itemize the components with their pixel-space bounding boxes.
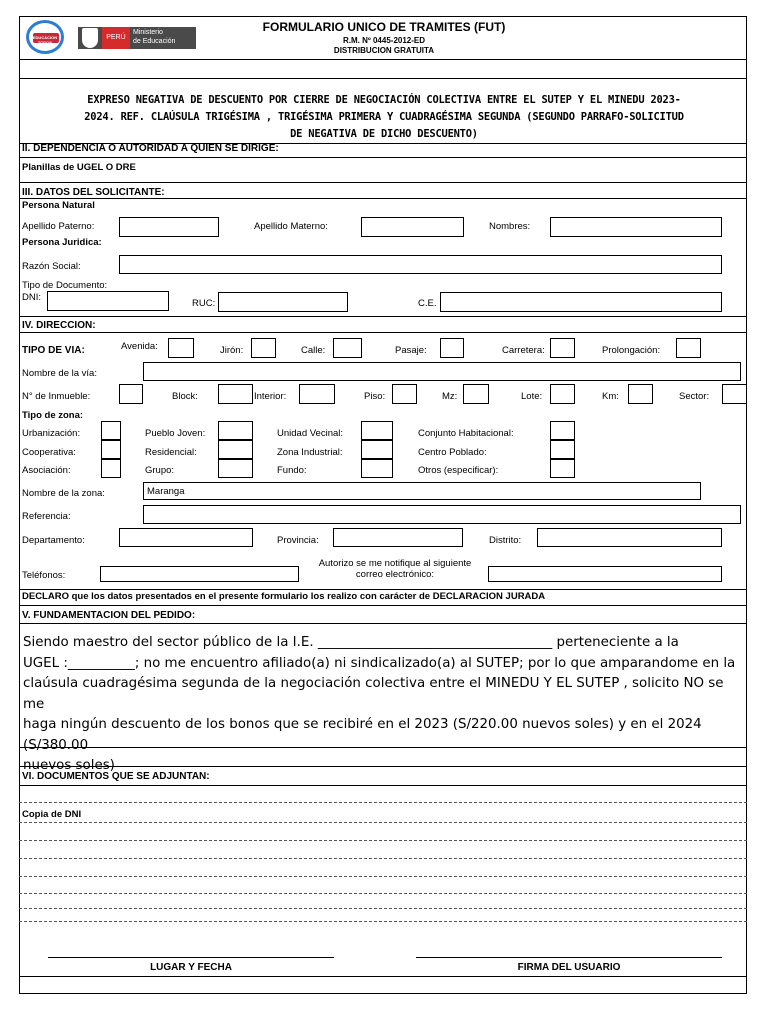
street-checkbox[interactable] xyxy=(333,338,362,358)
interior-label: Interior: xyxy=(254,391,287,402)
neighborhood-unit-label: Unidad Vecinal: xyxy=(277,428,344,439)
mz-input[interactable] xyxy=(463,384,489,404)
block-input[interactable] xyxy=(218,384,253,404)
zone-type-label: Tipo de zona: xyxy=(22,410,84,421)
attachment-line xyxy=(19,822,747,823)
form-resolution: R.M. Nº 0445-2012-ED xyxy=(342,36,426,45)
association-checkbox[interactable] xyxy=(101,459,121,478)
cooperative-label: Cooperativa: xyxy=(22,447,76,458)
province-input[interactable] xyxy=(333,528,463,547)
group-label: Grupo: xyxy=(145,465,175,476)
property-number-input[interactable] xyxy=(119,384,143,404)
young-town-label: Pueblo Joven: xyxy=(145,428,206,439)
names-label: Nombres: xyxy=(489,221,531,232)
email-authorization-label: Autorizo se me notifique al siguiente correo electrónico: xyxy=(318,558,472,580)
department-label: Departamento: xyxy=(22,535,85,546)
reference-input[interactable] xyxy=(143,505,741,524)
education-logo-caption: EDUCACION TODOS xyxy=(32,35,58,45)
jiron-label: Jirón: xyxy=(220,345,244,356)
email-input[interactable] xyxy=(488,566,722,582)
housing-complex-checkbox[interactable] xyxy=(550,421,575,440)
young-town-checkbox[interactable] xyxy=(218,421,253,440)
zone-name-value: Maranga xyxy=(147,486,185,497)
section-5-title: V. FUNDAMENTACION DEL PEDIDO: xyxy=(22,610,196,621)
road-type-label: TIPO DE VIA: xyxy=(22,345,85,356)
town-center-label: Centro Poblado: xyxy=(418,447,487,458)
signature-line xyxy=(416,957,722,958)
divider xyxy=(19,59,747,60)
authority-value: Planillas de UGEL O DRE xyxy=(22,162,136,173)
dni-label: DNI: xyxy=(22,292,41,303)
sector-input[interactable] xyxy=(722,384,747,404)
divider xyxy=(19,78,747,79)
section-4-title: IV. DIRECCION: xyxy=(22,320,96,331)
form-title: FORMULARIO UNICO DE TRAMITES (FUT) xyxy=(262,20,506,34)
ce-label: C.E. xyxy=(418,298,437,309)
request-justification: Siendo maestro del sector público de la I.E. ___________________________________ perteneciente a la UGEL :__________; no me encuentro afiliado(a) ni sindicalizado(a) al SUTEP; por lo que amparandome en la claúsula cuadragésima segunda de la negociación colectiva entre el MINEDU Y EL SUTEP , solicito NO se me haga ningún descuento de los bonos que se recibiré en el 2023 (S/220.00 nuevos soles) y en el 2024 (S/380.00 nuevos soles) xyxy=(23,635,736,773)
legal-person-label: Persona Juridica: xyxy=(22,237,102,248)
place-date-line xyxy=(48,957,334,958)
maternal-surname-label: Apellido Materno: xyxy=(254,221,328,232)
sworn-declaration: DECLARO que los datos presentados en el presente formulario los realizo con carácter de DECLARACION JURADA xyxy=(22,591,546,602)
paternal-surname-input[interactable] xyxy=(119,217,219,237)
attachment-line xyxy=(19,858,747,859)
reference-label: Referencia: xyxy=(22,511,71,522)
property-number-label: N° de Inmueble: xyxy=(22,391,91,402)
mz-label: Mz: xyxy=(442,391,458,402)
attachment-line xyxy=(19,893,747,894)
interior-input[interactable] xyxy=(299,384,335,404)
company-name-label: Razón Social: xyxy=(22,261,81,272)
street-label: Calle: xyxy=(301,345,326,356)
form-distribution: DISTRIBUCION GRATUITA xyxy=(333,46,435,55)
paternal-surname-label: Apellido Paterno: xyxy=(22,221,95,232)
other-label: Otros (especificar): xyxy=(418,465,499,476)
section-6-title: VI. DOCUMENTOS QUE SE ADJUNTAN: xyxy=(22,771,210,782)
housing-complex-label: Conjunto Habitacional: xyxy=(418,428,514,439)
neighborhood-unit-checkbox[interactable] xyxy=(361,421,393,440)
highway-label: Carretera: xyxy=(502,345,545,356)
divider xyxy=(19,157,747,158)
divider xyxy=(19,766,747,767)
extension-checkbox[interactable] xyxy=(676,338,701,358)
extension-label: Prolongación: xyxy=(602,345,661,356)
zone-name-label: Nombre de la zona: xyxy=(22,488,105,499)
other-checkbox[interactable] xyxy=(550,459,575,478)
group-checkbox[interactable] xyxy=(218,459,253,478)
road-name-label: Nombre de la vía: xyxy=(22,368,97,379)
divider xyxy=(19,198,747,199)
attachment-line xyxy=(19,840,747,841)
passage-checkbox[interactable] xyxy=(440,338,464,358)
dni-input[interactable] xyxy=(47,291,169,311)
urbanization-label: Urbanización: xyxy=(22,428,81,439)
ruc-label: RUC: xyxy=(192,298,216,309)
section-2-title: II. DEPENDENCIA O AUTORIDAD A QUIEN SE DIRIGE: xyxy=(22,143,279,154)
divider xyxy=(19,976,747,977)
passage-label: Pasaje: xyxy=(395,345,427,356)
residential-label: Residencial: xyxy=(145,447,197,458)
attachment-item: Copia de DNI xyxy=(22,809,82,820)
request-subject: EXPRESO NEGATIVA DE DESCUENTO POR CIERRE DE NEGOCIACIÓN COLECTIVA ENTRE EL SUTEP Y EL MINEDU 2023- 2024. REF. CLAÚSULA TRIGÉSIMA , TRIGÉSIMA PRIMERA Y CUADRAGÉSIMA SEGUNDA (SEGUNDO PARRAFO-SOLICITUD DE NEGATIVA DE DICHO DESCUENTO) xyxy=(84,94,684,140)
divider xyxy=(19,785,747,786)
divider xyxy=(19,623,747,624)
highway-checkbox[interactable] xyxy=(550,338,575,358)
divider xyxy=(19,605,747,606)
attachment-line xyxy=(19,876,747,877)
province-label: Provincia: xyxy=(277,535,319,546)
road-name-input[interactable] xyxy=(143,362,741,381)
km-input[interactable] xyxy=(628,384,653,404)
km-label: Km: xyxy=(602,391,619,402)
phones-label: Teléfonos: xyxy=(22,570,66,581)
floor-input[interactable] xyxy=(392,384,417,404)
place-date-label: LUGAR Y FECHA xyxy=(150,962,232,973)
divider xyxy=(19,747,747,748)
jiron-checkbox[interactable] xyxy=(251,338,276,358)
names-input[interactable] xyxy=(550,217,722,237)
document-type-label: Tipo de Documento: xyxy=(22,280,108,291)
avenue-label: Avenida: xyxy=(121,341,158,352)
attachment-line xyxy=(19,921,747,922)
divider xyxy=(19,316,747,317)
divider xyxy=(19,332,747,333)
department-input[interactable] xyxy=(119,528,253,547)
industrial-zone-label: Zona Industrial: xyxy=(277,447,343,458)
peru-logo-label: PERÚ xyxy=(102,27,130,49)
zone-name-input[interactable] xyxy=(143,482,701,500)
phones-input[interactable] xyxy=(100,566,299,582)
maternal-surname-input[interactable] xyxy=(361,217,464,237)
association-label: Asociación: xyxy=(22,465,71,476)
district-label: Distrito: xyxy=(489,535,522,546)
town-center-checkbox[interactable] xyxy=(550,440,575,459)
section-3-title: III. DATOS DEL SOLICITANTE: xyxy=(22,187,165,198)
ruc-input[interactable] xyxy=(218,292,348,312)
floor-label: Piso: xyxy=(364,391,386,402)
avenue-checkbox[interactable] xyxy=(168,338,194,358)
cooperative-checkbox[interactable] xyxy=(101,440,121,459)
ce-input[interactable] xyxy=(440,292,722,312)
estate-checkbox[interactable] xyxy=(361,459,393,478)
company-name-input[interactable] xyxy=(119,255,722,274)
signature-label: FIRMA DEL USUARIO xyxy=(517,962,621,973)
ministry-logo-text: Ministerio de Educación xyxy=(133,29,176,45)
lot-label: Lote: xyxy=(521,391,543,402)
estate-label: Fundo: xyxy=(277,465,307,476)
natural-person-label: Persona Natural xyxy=(22,200,95,211)
attachment-line xyxy=(19,908,747,909)
divider xyxy=(19,182,747,183)
urbanization-checkbox[interactable] xyxy=(101,421,121,440)
district-input[interactable] xyxy=(537,528,722,547)
block-label: Block: xyxy=(172,391,198,402)
lot-input[interactable] xyxy=(550,384,575,404)
sector-label: Sector: xyxy=(679,391,710,402)
industrial-zone-checkbox[interactable] xyxy=(361,440,393,459)
divider xyxy=(19,589,747,590)
attachment-line xyxy=(19,802,747,803)
residential-checkbox[interactable] xyxy=(218,440,253,459)
